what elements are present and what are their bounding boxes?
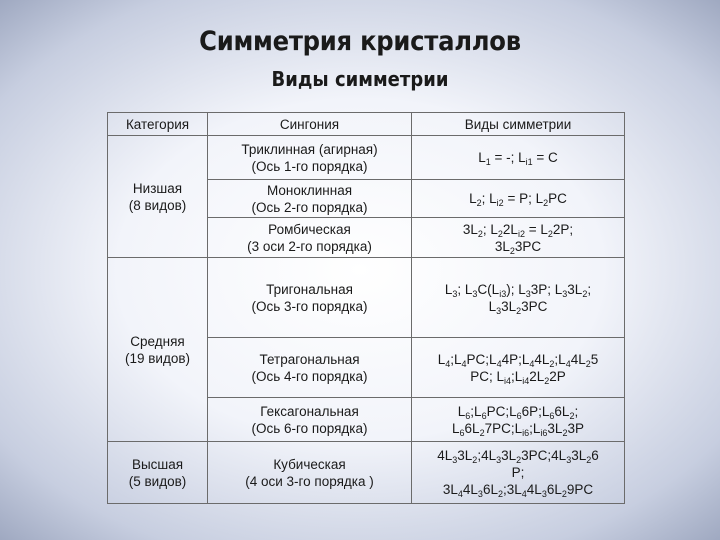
formula-subscript: 6 xyxy=(459,427,465,438)
formula-subscript: 2 xyxy=(585,358,591,369)
formula-text: 4L xyxy=(437,448,453,463)
symmetry-triclinic xyxy=(412,136,625,180)
formula-text: 2P; xyxy=(552,221,574,237)
formula-text: L xyxy=(452,420,460,436)
formula-line xyxy=(495,239,541,254)
formula-text: 3L xyxy=(457,448,473,463)
formula-text: ;4L xyxy=(477,448,497,463)
formula-text: PC; L xyxy=(470,368,504,384)
formula-subscript: 3 xyxy=(496,455,502,465)
formula-subscript: 3 xyxy=(541,489,547,499)
system-hexagonal-axis: (Ось 6-го порядка) xyxy=(251,420,368,436)
formula-text: L xyxy=(457,403,466,419)
formula-line xyxy=(445,282,591,297)
header-system: Сингония xyxy=(208,113,412,136)
formula-subscript: 4 xyxy=(461,358,467,369)
table-row xyxy=(108,442,625,504)
formula-subscript: i4 xyxy=(522,375,530,386)
symmetry-tetragonal xyxy=(412,338,625,398)
page-subtitle: Виды симметрии xyxy=(271,67,449,91)
system-trigonal xyxy=(208,258,412,338)
formula-text: 3L xyxy=(462,221,478,237)
formula-text: = L xyxy=(524,221,548,237)
category-low xyxy=(108,136,208,258)
category-high-name: Высшая xyxy=(131,456,184,472)
formula-subscript: 2 xyxy=(549,358,555,369)
formula-text: 5 xyxy=(590,351,599,367)
system-hexagonal xyxy=(208,398,412,442)
symmetry-table xyxy=(107,112,625,504)
symmetry-trigonal xyxy=(412,258,625,338)
formula-subscript: 2 xyxy=(561,489,567,499)
system-orthorhombic-axis: (3 оси 2-го порядка) xyxy=(247,238,372,254)
formula-text: L xyxy=(478,150,486,165)
system-monoclinic-name: Моноклинная xyxy=(266,182,353,198)
formula-text: 3L xyxy=(501,448,517,463)
formula-text: 3P xyxy=(567,420,584,436)
formula-text: ;3L xyxy=(502,482,522,497)
formula-text: 6 xyxy=(591,448,599,463)
formula-text: ;L xyxy=(450,351,462,367)
formula-subscript: 4 xyxy=(445,358,451,369)
formula-subscript: i6 xyxy=(540,427,548,438)
system-orthorhombic xyxy=(208,218,412,258)
formula-subscript: 3 xyxy=(452,455,458,465)
formula-text: 2P xyxy=(549,368,566,384)
formula-text: 3PC;4L xyxy=(521,448,567,463)
formula-line xyxy=(469,191,567,206)
system-cubic-axis: (4 оси 3-го порядка ) xyxy=(245,473,374,489)
category-mid-count: (19 видов) xyxy=(124,350,191,366)
formula-text: 3PC xyxy=(521,298,548,314)
system-monoclinic xyxy=(208,180,412,218)
formula-subscript: i2 xyxy=(517,228,525,239)
formula-subscript: 2 xyxy=(516,305,522,316)
formula-text: 4L xyxy=(526,482,542,497)
formula-subscript: 3 xyxy=(562,288,568,299)
formula-text: ; L xyxy=(482,221,498,237)
formula-text: 3L xyxy=(494,238,510,254)
formula-subscript: 2 xyxy=(477,228,483,239)
formula-subscript: 3 xyxy=(496,305,502,316)
formula-text: L xyxy=(437,351,446,367)
formula-subscript: 6 xyxy=(481,410,487,421)
formula-text: P; xyxy=(511,465,525,480)
formula-text: ;L xyxy=(510,368,523,384)
system-triclinic-name: Триклинная (агирная) xyxy=(241,141,378,157)
formula-subscript: 2 xyxy=(582,288,588,299)
system-tetragonal-axis: (Ось 4-го порядка) xyxy=(251,368,368,384)
system-hexagonal-name: Гексагональная xyxy=(260,403,359,419)
formula-text: = C xyxy=(532,150,558,165)
formula-line xyxy=(463,222,573,237)
formula-text: 6P;L xyxy=(521,403,550,419)
symmetry-monoclinic xyxy=(412,180,625,218)
formula-subscript: i6 xyxy=(522,427,530,438)
formula-text: ; L xyxy=(457,281,473,297)
formula-subscript: 6 xyxy=(465,410,471,421)
formula-text: ; L xyxy=(481,191,497,206)
formula-subscript: 2 xyxy=(509,245,515,256)
table-header-row xyxy=(108,113,625,136)
formula-text: = -; L xyxy=(490,150,526,165)
category-high-count: (5 видов) xyxy=(128,473,187,489)
formula-line xyxy=(478,150,558,165)
category-mid-name: Средняя xyxy=(130,333,185,349)
header-category: Категория xyxy=(108,113,208,136)
formula-text: ;L xyxy=(554,351,566,367)
formula-subscript: 2 xyxy=(569,410,575,421)
formula-subscript: i3 xyxy=(499,288,507,299)
formula-text: 4P;L xyxy=(501,351,530,367)
formula-text: 6L xyxy=(482,482,498,497)
formula-line xyxy=(443,482,593,497)
system-cubic xyxy=(208,442,412,504)
formula-subscript: 2 xyxy=(586,455,592,465)
formula-subscript: 2 xyxy=(479,427,485,438)
formula-subscript: 2 xyxy=(562,427,568,438)
formula-text: 6L xyxy=(546,482,562,497)
formula-line xyxy=(489,299,548,314)
formula-subscript: 2 xyxy=(476,198,482,208)
table-row xyxy=(108,258,625,338)
formula-text: ; xyxy=(587,281,592,297)
formula-subscript: 4 xyxy=(457,489,463,499)
formula-text: 2L xyxy=(529,368,545,384)
table-row xyxy=(108,136,625,180)
formula-subscript: 2 xyxy=(497,228,503,239)
system-tetragonal-name: Тетрагональная xyxy=(259,351,360,367)
formula-text: = P; L xyxy=(503,191,544,206)
formula-subscript: 3 xyxy=(477,489,483,499)
formula-subscript: 2 xyxy=(497,489,503,499)
formula-subscript: 3 xyxy=(472,288,478,299)
formula-text: L xyxy=(488,298,497,314)
system-orthorhombic-name: Ромбическая xyxy=(268,221,351,237)
formula-text: 3L xyxy=(442,482,458,497)
formula-text: 3P; L xyxy=(530,281,563,297)
formula-subscript: 4 xyxy=(496,358,502,369)
formula-subscript: i2 xyxy=(496,198,504,208)
header-symmetry-types: Виды симметрии xyxy=(412,113,625,136)
formula-text: L xyxy=(469,191,477,206)
formula-subscript: 6 xyxy=(549,410,555,421)
formula-text: 3L xyxy=(571,448,587,463)
system-monoclinic-axis: (Ось 2-го порядка) xyxy=(251,199,368,215)
formula-subscript: 2 xyxy=(543,198,549,208)
formula-subscript: 4 xyxy=(521,489,527,499)
symmetry-hexagonal xyxy=(412,398,625,442)
formula-text: ; xyxy=(574,403,579,419)
category-low-name: Низшая xyxy=(132,180,183,196)
system-cubic-name: Кубическая xyxy=(273,456,346,472)
formula-line xyxy=(470,369,566,384)
formula-text: L xyxy=(444,281,453,297)
formula-subscript: 3 xyxy=(452,288,458,299)
formula-text: C(L xyxy=(477,281,500,297)
formula-text: 9PC xyxy=(566,482,594,497)
formula-text: 4L xyxy=(462,482,478,497)
category-mid xyxy=(108,258,208,442)
formula-subscript: i1 xyxy=(525,157,533,167)
formula-text: PC xyxy=(548,191,567,206)
formula-subscript: i4 xyxy=(503,375,511,386)
formula-subscript: 3 xyxy=(566,455,572,465)
formula-text: 3L xyxy=(501,298,517,314)
category-high xyxy=(108,442,208,504)
formula-subscript: 2 xyxy=(516,455,522,465)
formula-line xyxy=(512,465,525,480)
formula-subscript: 2 xyxy=(547,228,553,239)
formula-line xyxy=(437,448,599,463)
formula-text: 7PC;L xyxy=(484,420,523,436)
formula-text: PC;L xyxy=(486,403,517,419)
category-low-count: (8 видов) xyxy=(128,197,187,213)
formula-text: ;L xyxy=(529,420,541,436)
formula-text: 6L xyxy=(554,403,570,419)
formula-text: ); L xyxy=(506,281,526,297)
formula-line xyxy=(458,404,578,419)
formula-text: 2L xyxy=(502,221,518,237)
formula-subscript: 2 xyxy=(472,455,478,465)
formula-text: PC;L xyxy=(466,351,497,367)
formula-subscript: 6 xyxy=(516,410,522,421)
formula-subscript: 1 xyxy=(485,157,491,167)
formula-subscript: 4 xyxy=(529,358,535,369)
page-title: Симметрия кристаллов xyxy=(199,26,521,57)
symmetry-orthorhombic xyxy=(412,218,625,258)
symmetry-cubic xyxy=(412,442,625,504)
formula-subscript: 3 xyxy=(525,288,531,299)
formula-text: 3L xyxy=(567,281,583,297)
formula-text: 3L xyxy=(547,420,563,436)
formula-subscript: 2 xyxy=(544,375,550,386)
formula-text: 6L xyxy=(464,420,480,436)
formula-line xyxy=(438,352,599,367)
formula-text: ;L xyxy=(470,403,482,419)
system-triclinic xyxy=(208,136,412,180)
formula-text: 4L xyxy=(570,351,586,367)
formula-line xyxy=(452,421,584,436)
formula-text: 4L xyxy=(534,351,550,367)
system-tetragonal xyxy=(208,338,412,398)
system-triclinic-axis: (Ось 1-го порядка) xyxy=(251,158,368,174)
system-trigonal-axis: (Ось 3-го порядка) xyxy=(251,298,368,314)
formula-text: 3PC xyxy=(514,238,542,254)
formula-subscript: 4 xyxy=(565,358,571,369)
system-trigonal-name: Тригональная xyxy=(266,281,353,297)
